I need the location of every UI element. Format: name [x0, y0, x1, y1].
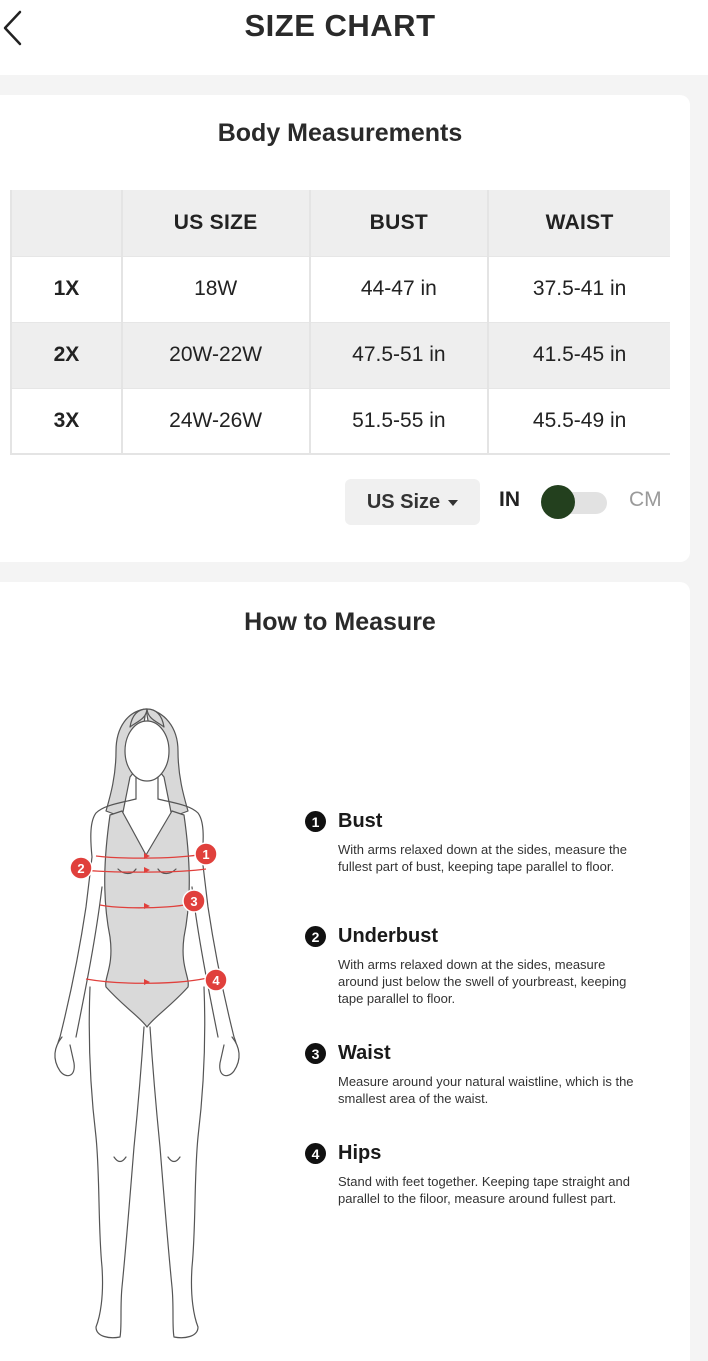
bust-cell: 47.5-51 in: [310, 322, 489, 388]
step-number-icon: 2: [305, 926, 326, 947]
step-number-icon: 1: [305, 811, 326, 832]
unit-toggle[interactable]: [541, 485, 607, 519]
body-measurements-card: [0, 95, 690, 562]
table-header-row: [11, 190, 670, 256]
waist-cell: 37.5-41 in: [532, 277, 627, 300]
body-figure-illustration: [50, 707, 260, 1347]
step-description: With arms relaxed down at the sides, measure the fullest part of bust, keeping tape parallel to floor.: [338, 842, 628, 874]
header: [0, 0, 708, 75]
unit-label-cm: CM: [629, 488, 662, 511]
page-title: SIZE CHART: [244, 8, 436, 43]
step-title: Hips: [338, 1142, 382, 1164]
us-size-cell: 18W: [122, 256, 310, 322]
caret-down-icon: [448, 500, 458, 506]
column-header: [11, 190, 122, 256]
column-header-us-size: US SIZE: [122, 190, 310, 256]
body-measurements-title: Body Measurements: [217, 119, 463, 147]
waist-cell: 41.5-45 in: [532, 343, 627, 366]
step-number-icon: 3: [305, 1043, 326, 1064]
step-description: With arms relaxed down at the sides, measure around just below the swell of yourbreast, keeping tape parallel to floor.: [338, 957, 627, 1006]
step-hips: [305, 1142, 645, 1207]
toggle-knob: [541, 485, 575, 519]
us-size-cell: 24W-26W: [122, 388, 310, 454]
table-row: [11, 256, 670, 322]
table-row: [11, 388, 670, 454]
column-header-bust: BUST: [310, 190, 489, 256]
bust-cell: 44-47 in: [310, 256, 489, 322]
marker-label-1: 1: [202, 847, 210, 862]
us-size-cell: 20W-22W: [122, 322, 310, 388]
size-cell: 3X: [11, 388, 122, 454]
step-description: Stand with feet together. Keeping tape straight and parallel to the filoor, measure around fullest part.: [338, 1174, 630, 1206]
step-title: Waist: [338, 1042, 391, 1064]
bust-cell: 51.5-55 in: [310, 388, 489, 454]
step-waist: [305, 1042, 645, 1107]
marker-label-4: 4: [212, 973, 220, 988]
size-cell: 1X: [11, 256, 122, 322]
marker-label-3: 3: [190, 894, 198, 909]
table-row: [11, 322, 670, 388]
unit-label-in: IN: [499, 488, 520, 511]
marker-label-2: 2: [77, 861, 85, 876]
size-cell: 2X: [11, 322, 122, 388]
how-to-measure-card: [0, 582, 690, 1361]
step-number-icon: 4: [305, 1143, 326, 1164]
size-table: [10, 190, 670, 455]
how-to-measure-title: How to Measure: [244, 608, 436, 636]
step-description: Measure around your natural waistline, which is the smallest area of the waist.: [338, 1074, 634, 1106]
step-underbust: [305, 925, 645, 1007]
step-title: Bust: [338, 810, 383, 832]
step-bust: [305, 810, 645, 875]
size-system-value: US Size: [366, 490, 441, 513]
size-system-select[interactable]: [345, 479, 480, 525]
column-header-waist: WAIST: [545, 210, 614, 234]
step-title: Underbust: [338, 925, 438, 947]
waist-cell: 45.5-49 in: [488, 388, 670, 454]
